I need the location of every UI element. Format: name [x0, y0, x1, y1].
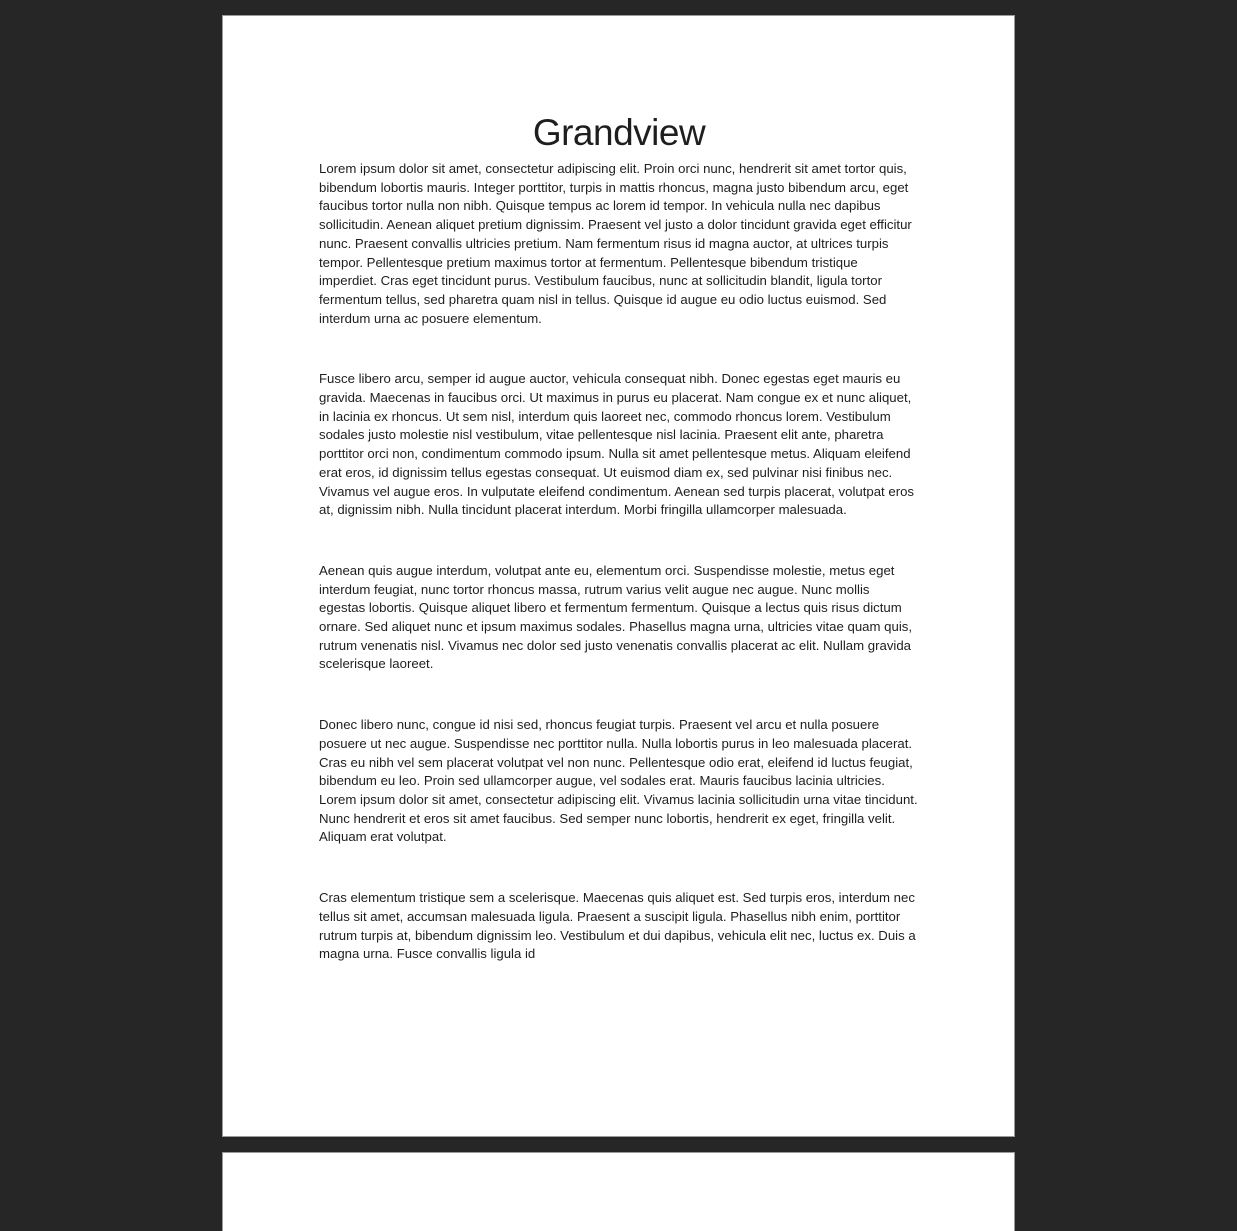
document-paragraph-3: Aenean quis augue interdum, volutpat ante eu, elementum orci. Suspendisse molestie, metus eget interdum feugiat, nunc tortor rhoncus massa, rutrum varius velit augue nec augue. Nunc mollis egestas lobortis. Quisque aliquet libero et fermentum fermentum. Quisque a lectus quis risus dictum ornare. Sed aliquet nunc et ipsum maximus sodales. Phasellus magna urna, ultricies vitae quam quis, rutrum venenatis nisl. Vivamus nec dolor sed justo venenatis convallis placerat ac elit. Nullam gravida scelerisque laoreet.	[319, 562, 913, 672]
document-paragraph-5: Cras elementum tristique sem a scelerisque. Maecenas quis aliquet est. Sed turpis eros, interdum nec tellus sit amet, accumsan malesuada ligula. Praesent a suscipit ligula. Phasellus nibh enim, porttitor rutrum turpis at, bibendum dignissim leo. Vestibulum et dui dapibus, vehicula elit nec, luctus ex. Duis a magna urna. Fusce convallis ligula id	[319, 890, 916, 962]
document-paragraph-4: Donec libero nunc, congue id nisi sed, rhoncus feugiat turpis. Praesent vel arcu et nulla posuere posuere ut nec augue. Suspendisse nec porttitor nulla. Nulla lobortis purus in leo malesuada placerat. Cras eu nibh vel sem placerat volutpat vel non nunc. Pellentesque odio erat, eleifend id luctus feugiat, bibendum eu leo. Proin sed ullamcorper augue, vel sodales erat. Mauris faucibus lacinia ultricies. Lorem ipsum dolor sit amet, consectetur adipiscing elit. Vivamus lacinia sollicitudin urna vitae tincidunt. Nunc hendrerit et eros sit amet faucibus. Sed semper nunc lobortis, hendrerit ex eget, fringilla velit. Aliquam erat volutpat.	[319, 717, 918, 845]
document-paragraph-2: Fusce libero arcu, semper id augue auctor, vehicula consequat nibh. Donec egestas eget mauris eu gravida. Maecenas in faucibus orci. Ut maximus in purus eu placerat. Nam congue ex et nunc aliquet, in lacinia ex rhoncus. Ut sem nisl, interdum quis laoreet nec, commodo rhoncus lorem. Vestibulum sodales justo molestie nisl vestibulum, vitae pellentesque nisl lacinia. Praesent elit ante, pharetra porttitor orci non, condimentum commodo ipsum. Nulla sit amet pellentesque metus. Aliquam eleifend erat eros, id dignissim tellus egestas consequat. Ut euismod diam ex, sed pulvinar nisi finibus nec. Vivamus vel augue eros. In vulputate eleifend condimentum. Aenean sed turpis placerat, volutpat eros at, dignissim nibh. Nulla tincidunt placerat interdum. Morbi fringilla ullamcorper malesuada.	[319, 371, 915, 518]
document-page-2	[222, 1152, 1015, 1231]
document-page-1	[222, 15, 1015, 1137]
document-title: Grandview	[532, 112, 706, 153]
document-paragraph-1: Lorem ipsum dolor sit amet, consectetur adipiscing elit. Proin orci nunc, hendrerit sit amet tortor quis, bibendum lobortis mauris. Integer porttitor, turpis in mattis rhoncus, magna justo bibendum arcu, eget faucibus tortor nulla non nibh. Quisque tempus ac lorem id tempor. In vehicula nulla nec dapibus sollicitudin. Aenean aliquet pretium dignissim. Praesent vel justo a dolor tincidunt gravida eget efficitur nunc. Praesent convallis ultricies pretium. Nam fermentum risus id magna auctor, at ultrices turpis tempor. Pellentesque pretium maximus tortor at fermentum. Pellentesque bibendum tristique imperdiet. Cras eget tincidunt purus. Vestibulum faucibus, nunc at sollicitudin blandit, ligula tortor fermentum tellus, sed pharetra quam nisl in tellus. Quisque id augue eu odio luctus euismod. Sed interdum urna ac posuere elementum.	[319, 161, 912, 326]
